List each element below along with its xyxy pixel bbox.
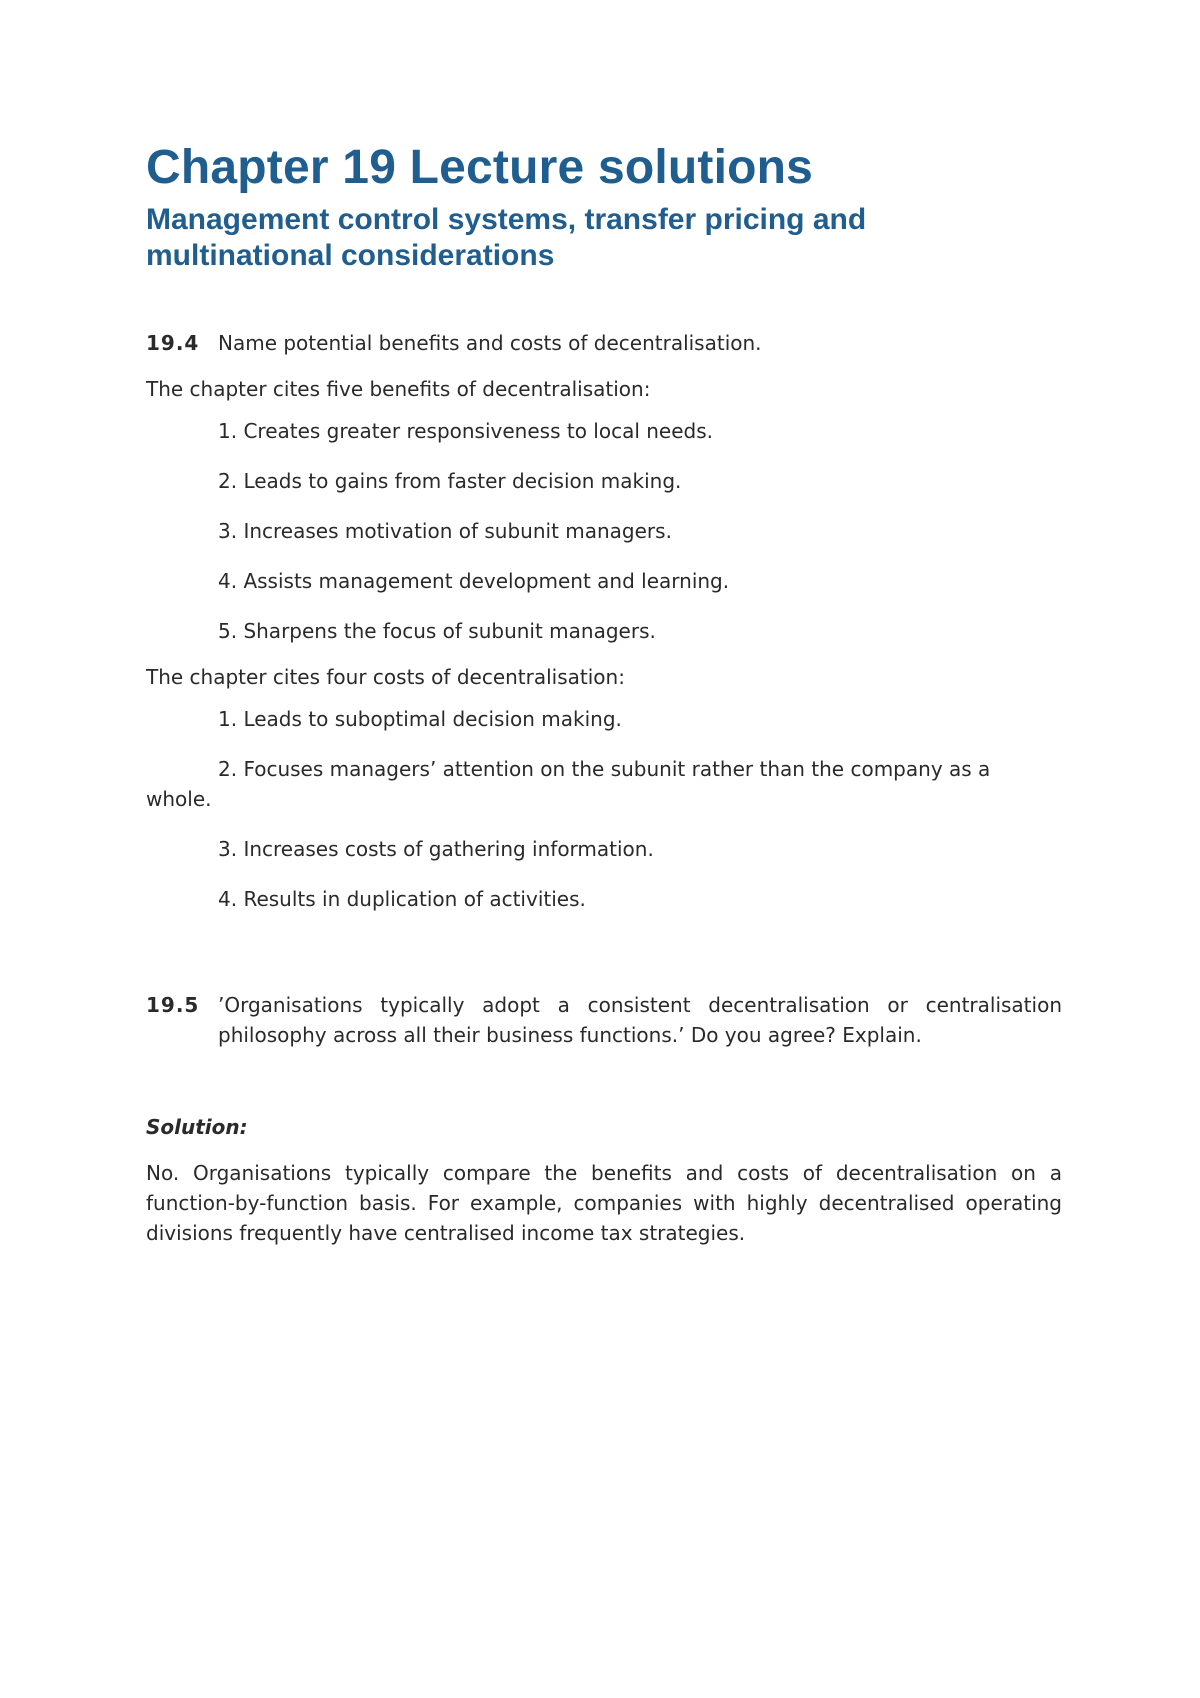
costs-intro: The chapter cites four costs of decentralisation: (146, 665, 625, 689)
benefits-intro: The chapter cites five benefits of decentralisation: (146, 377, 651, 401)
question-number: 19.4 (146, 331, 200, 355)
list-item: 2. Leads to gains from faster decision making. (218, 469, 682, 493)
document-page (146, 140, 1062, 1248)
question-19-4 (146, 328, 1062, 358)
question-19-5 (146, 990, 1062, 1050)
page-title: Chapter 19 Lecture solutions (146, 141, 814, 194)
benefits-list (146, 416, 1062, 646)
list-item: 3. Increases motivation of subunit managers. (218, 519, 672, 543)
question-text: ’Organisations typically adopt a consistent decentralisation or centralisation philosophy across all their business functions.’ Do you agree? Explain. (218, 993, 1062, 1047)
list-item: 1. Creates greater responsiveness to local needs. (218, 419, 713, 443)
list-item: 4. Results in duplication of activities. (218, 887, 586, 911)
list-item: 2. Focuses managers’ attention on the subunit rather than the company as a whole. (146, 757, 991, 811)
costs-list (146, 704, 1062, 914)
list-item: 4. Assists management development and learning. (218, 569, 730, 593)
list-item: 3. Increases costs of gathering information. (218, 837, 654, 861)
question-text: Name potential benefits and costs of decentralisation. (218, 331, 762, 355)
list-item: 1. Leads to suboptimal decision making. (218, 707, 622, 731)
question-number: 19.5 (146, 993, 200, 1017)
list-item: 5. Sharpens the focus of subunit managers. (218, 619, 656, 643)
solution-label: Solution: (146, 1115, 248, 1139)
page-subtitle: Management control systems, transfer pricing and multinational considerations (146, 203, 867, 272)
solution-text: No. Organisations typically compare the benefits and costs of decentralisation on a function-by-function basis. For example, companies with highly decentralised operating divisions frequently have centralised income tax strategies. (146, 1161, 1062, 1245)
